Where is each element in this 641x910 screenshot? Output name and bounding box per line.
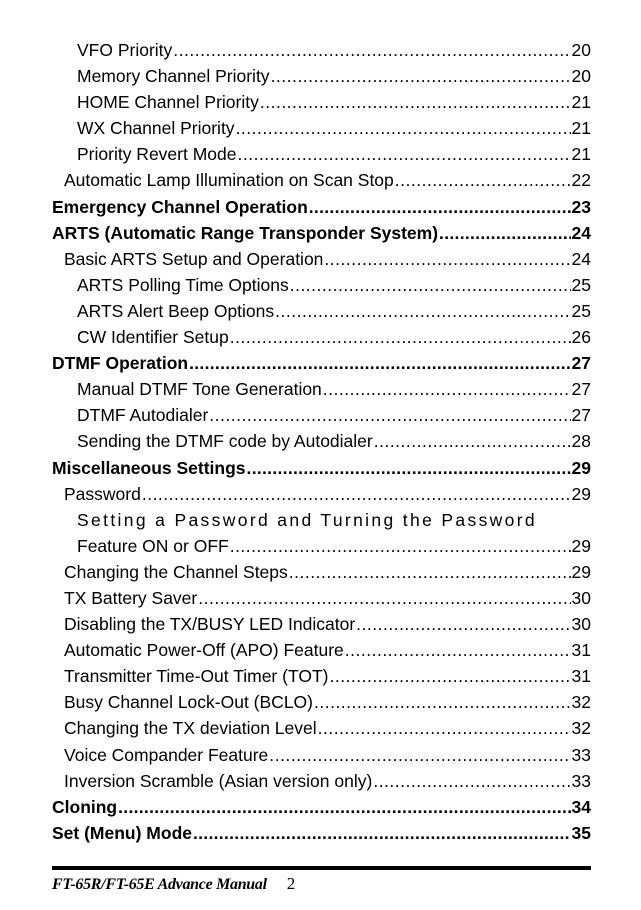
toc-entry-page: 34 [571,796,591,817]
toc-entry-arts-polling-time[interactable] [52,272,591,298]
dot-leader [439,220,570,246]
dot-leader [238,141,571,167]
dot-leader [314,689,571,715]
toc-entry-disabling-led[interactable] [52,611,591,637]
toc-entry-page: 24 [571,222,591,243]
toc-entry-page: 29 [571,457,591,478]
toc-entry-setting-password-line1[interactable] [52,507,591,533]
dot-leader [309,194,571,220]
dot-leader [269,742,570,768]
dot-leader [345,637,571,663]
dot-leader [230,533,571,559]
toc-section-emergency-channel-operation[interactable] [52,194,591,220]
toc-entry-bclo[interactable] [52,689,591,715]
dot-leader [189,350,570,376]
toc-entry-label: Set (Menu) Mode [52,822,192,843]
toc-entry-label: DTMF Autodialer [77,405,209,426]
toc-entry-label: Voice Compander Feature [64,744,269,765]
dot-leader [395,167,571,193]
toc-entry-page: 30 [571,587,591,608]
toc-entry-channel-steps[interactable] [52,559,591,585]
toc-entry-tx-battery-saver[interactable] [52,585,591,611]
toc-entry-label: Basic ARTS Setup and Operation [64,248,324,269]
toc-entry-page: 23 [571,196,591,217]
toc-entry-page: 33 [571,770,591,791]
dot-leader [323,376,571,402]
toc-entry-page: 21 [571,118,591,139]
dot-leader [318,715,571,741]
dot-leader [329,663,570,689]
toc-entry-tot[interactable] [52,663,591,689]
toc-entry-setting-password-line2[interactable] [52,533,591,559]
dot-leader [209,402,570,428]
toc-entry-home-channel-priority[interactable] [52,89,591,115]
toc-entry-label: VFO Priority [77,40,173,60]
toc-entry-automatic-lamp-illumination[interactable] [52,167,591,193]
toc-entry-label: Feature ON or OFF [77,535,229,556]
page-number: 2 [286,874,296,893]
toc-entry-dtmf-autodialer[interactable] [52,402,591,428]
toc-entry-voice-compander[interactable] [52,742,591,768]
dot-leader [373,768,570,794]
dot-leader [193,820,571,846]
toc-entry-label: Sending the DTMF code by Autodialer [77,431,373,452]
toc-entry-page: 24 [571,248,591,269]
toc-entry-label: Emergency Channel Operation [52,196,308,217]
toc-entry-label: ARTS Polling Time Options [77,274,289,295]
toc-entry-label: WX Channel Priority [77,118,235,139]
toc-entry-page: 25 [571,274,591,295]
toc-entry-label: Password [64,483,141,504]
toc-entry-page: 26 [571,327,591,348]
toc-entry-page: 33 [571,744,591,765]
toc-entry-password[interactable] [52,481,591,507]
toc-entry-label: Changing the Channel Steps [64,561,288,582]
toc-section-cloning[interactable] [52,794,591,820]
page-footer [52,874,295,894]
toc-entry-label: Memory Channel Priority [77,66,270,87]
toc-entry-label: Automatic Lamp Illumination on Scan Stop [64,170,394,191]
toc-section-set-menu-mode[interactable] [52,820,591,846]
dot-leader [236,115,571,141]
dot-leader [260,89,571,115]
toc-entry-label: DTMF Operation [52,353,189,374]
toc-entry-inversion-scramble[interactable] [52,768,591,794]
dot-leader [142,481,571,507]
toc-entry-page: 27 [571,353,591,374]
toc-entry-label: Cloning [52,796,118,817]
dot-leader [118,794,570,820]
toc-entry-tx-deviation[interactable] [52,715,591,741]
toc-entry-page: 35 [571,822,591,843]
toc-entry-page: 32 [571,692,591,713]
toc-entry-label: Setting a Password and Turning the Password [77,509,538,530]
toc-entry-label: Inversion Scramble (Asian version only) [64,770,373,791]
toc-entry-page: 30 [571,614,591,635]
toc-entry-sending-dtmf-code[interactable] [52,428,591,454]
toc-entry-label: CW Identifier Setup [77,327,229,348]
toc-entry-page: 27 [571,379,591,400]
toc-entry-label: Busy Channel Lock-Out (BCLO) [64,692,313,713]
toc-entry-label: Disabling the TX/BUSY LED Indicator [64,614,356,635]
toc-entry-page: 20 [571,40,591,60]
toc-entry-label: Changing the TX deviation Level [64,718,317,739]
footer-rule [52,866,591,870]
toc-entry-label: Transmitter Time-Out Timer (TOT) [64,666,329,687]
toc-entry-label: ARTS (Automatic Range Transponder System) [52,222,439,243]
dot-leader [290,272,571,298]
toc-entry-wx-channel-priority[interactable] [52,115,591,141]
toc-entry-label: HOME Channel Priority [77,92,259,113]
toc-entry-manual-dtmf-tone[interactable] [52,376,591,402]
dot-leader [289,559,571,585]
toc-entry-page: 29 [571,535,591,556]
toc-entry-page: 21 [571,92,591,113]
toc-entry-arts-alert-beep[interactable] [52,298,591,324]
toc-entry-label: ARTS Alert Beep Options [77,300,275,321]
dot-leader [324,246,570,272]
dot-leader [271,63,571,89]
toc-entry-memory-channel-priority[interactable] [52,63,591,89]
toc-entry-priority-revert-mode[interactable] [52,141,591,167]
dot-leader [198,585,570,611]
toc-entry-page: 22 [571,170,591,191]
dot-leader [275,298,570,324]
toc-entry-page: 27 [571,405,591,426]
toc-section-dtmf-operation[interactable] [52,350,591,376]
toc-entry-vfo-priority[interactable] [52,37,591,63]
toc-entry-label: TX Battery Saver [64,587,198,608]
toc-entry-basic-arts-setup[interactable] [52,246,591,272]
toc-section-arts[interactable] [52,220,591,246]
table-of-contents [52,37,591,846]
toc-entry-page: 31 [571,640,591,661]
manual-title: FT-65R/FT-65E Advance Manual [52,876,267,893]
toc-entry-label: Priority Revert Mode [77,144,237,165]
toc-entry-page: 29 [571,483,591,504]
toc-entry-apo[interactable] [52,637,591,663]
dot-leader [356,611,570,637]
dot-leader [247,455,571,481]
toc-entry-cw-identifier-setup[interactable] [52,324,591,350]
toc-entry-page: 29 [571,561,591,582]
toc-section-miscellaneous-settings[interactable] [52,455,591,481]
toc-entry-label: Manual DTMF Tone Generation [77,379,322,400]
toc-entry-page: 25 [571,300,591,321]
toc-entry-page: 21 [571,144,591,165]
toc-entry-label: Miscellaneous Settings [52,457,246,478]
toc-entry-page: 32 [571,718,591,739]
dot-leader [374,428,571,454]
toc-entry-page: 20 [571,66,591,87]
toc-entry-label: Automatic Power-Off (APO) Feature [64,640,344,661]
toc-entry-page: 28 [571,431,591,452]
dot-leader [173,37,570,63]
dot-leader [230,324,571,350]
toc-entry-page: 31 [571,666,591,687]
